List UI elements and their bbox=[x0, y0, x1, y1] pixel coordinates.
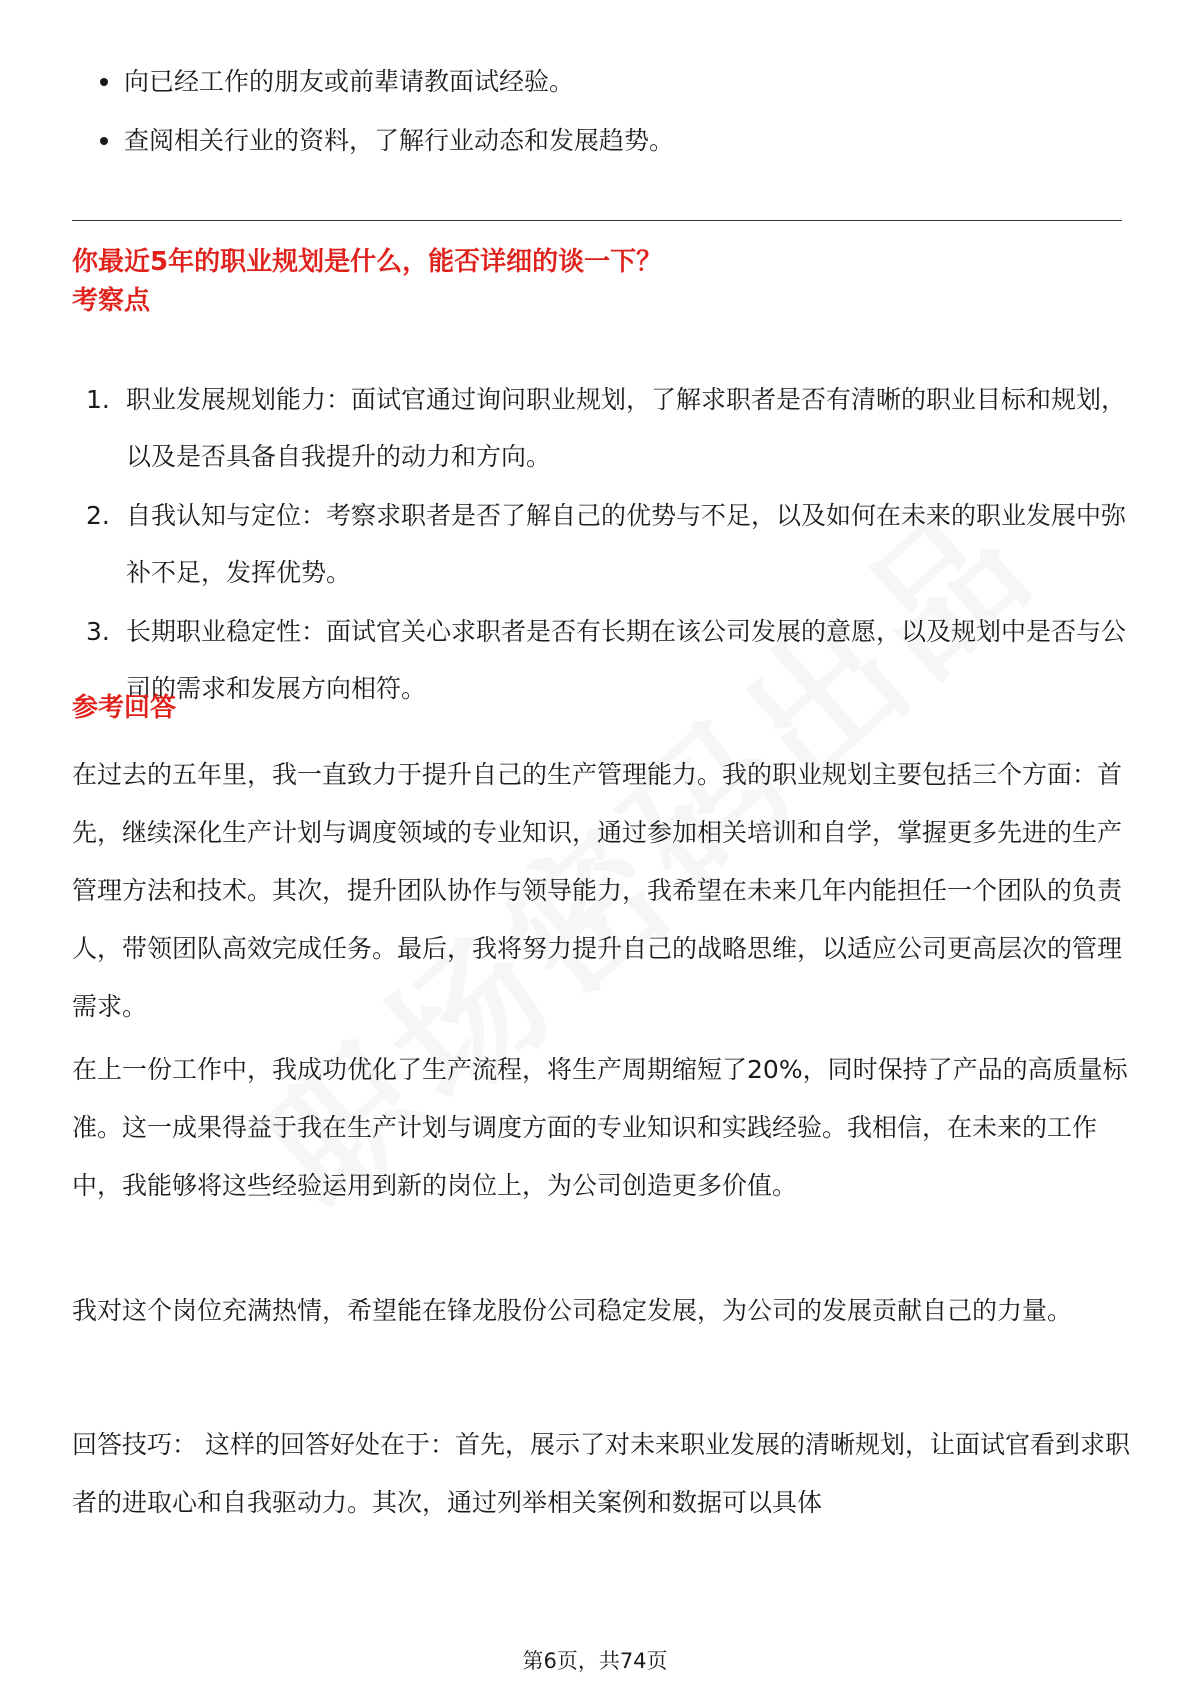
answer-paragraph: 在过去的五年里，我一直致力于提升自己的生产管理能力。我的职业规划主要包括三个方面：首先，继续深化生产计划与调度领域的专业知识，通过参加相关培训和自学，掌握更多先进的生产管理方法和技术。其次，提升团队协作与领导能力，我希望在未来几年内能担任一个团队的负责人，带领团队高效完成任务。最后，我将努力提升自己的战略思维，以适应公司更高层次的管理需求。 bbox=[72, 760, 1123, 1021]
answer-heading: 参考回答 bbox=[72, 693, 177, 723]
assessment-point bbox=[72, 371, 1132, 485]
assessment-point bbox=[72, 487, 1132, 601]
point-number: 2. bbox=[86, 501, 110, 530]
point-text: 长期职业稳定性：面试官关心求职者是否有长期在该公司发展的意愿，以及规划中是否与公司的需求和发展方向相符。 bbox=[126, 617, 1127, 703]
points-heading: 考察点 bbox=[72, 286, 151, 316]
point-text: 职业发展规划能力：面试官通过询问职业规划，了解求职者是否有清晰的职业目标和规划，以及是否具备自我提升的动力和方向。 bbox=[126, 385, 1127, 471]
point-number: 3. bbox=[86, 617, 110, 646]
answer-tip-paragraph: 回答技巧： 这样的回答好处在于：首先，展示了对未来职业发展的清晰规划，让面试官看到求职者的进取心和自我驱动力。其次，通过列举相关案例和数据可以具体 bbox=[72, 1430, 1130, 1517]
point-text: 自我认知与定位：考察求职者是否了解自己的优势与不足，以及如何在未来的职业发展中弥补不足，发挥优势。 bbox=[126, 501, 1127, 587]
question-title: 你最近5年的职业规划是什么，能否详细的谈一下？ bbox=[72, 247, 663, 277]
assessment-points bbox=[72, 371, 1132, 719]
section-divider bbox=[72, 220, 1122, 221]
answer-paragraph: 在上一份工作中，我成功优化了生产流程，将生产周期缩短了20%，同时保持了产品的高质量标准。这一成果得益于我在生产计划与调度方面的专业知识和实践经验。我相信，在未来的工作中，我能够将这些经验运用到新的岗位上，为公司创造更多价值。 bbox=[72, 1055, 1128, 1200]
answer-paragraph: 我对这个岗位充满热情，希望能在锋龙股份公司稳定发展，为公司的发展贡献自己的力量。 bbox=[72, 1296, 1073, 1325]
page-number: 第6页，共74页 bbox=[522, 1649, 668, 1673]
tip-item: 查阅相关行业的资料，了解行业动态和发展趋势。 bbox=[72, 111, 1122, 170]
point-number: 1. bbox=[86, 385, 110, 414]
tips-list bbox=[72, 52, 1122, 170]
tip-item: 向已经工作的朋友或前辈请教面试经验。 bbox=[72, 52, 1122, 111]
